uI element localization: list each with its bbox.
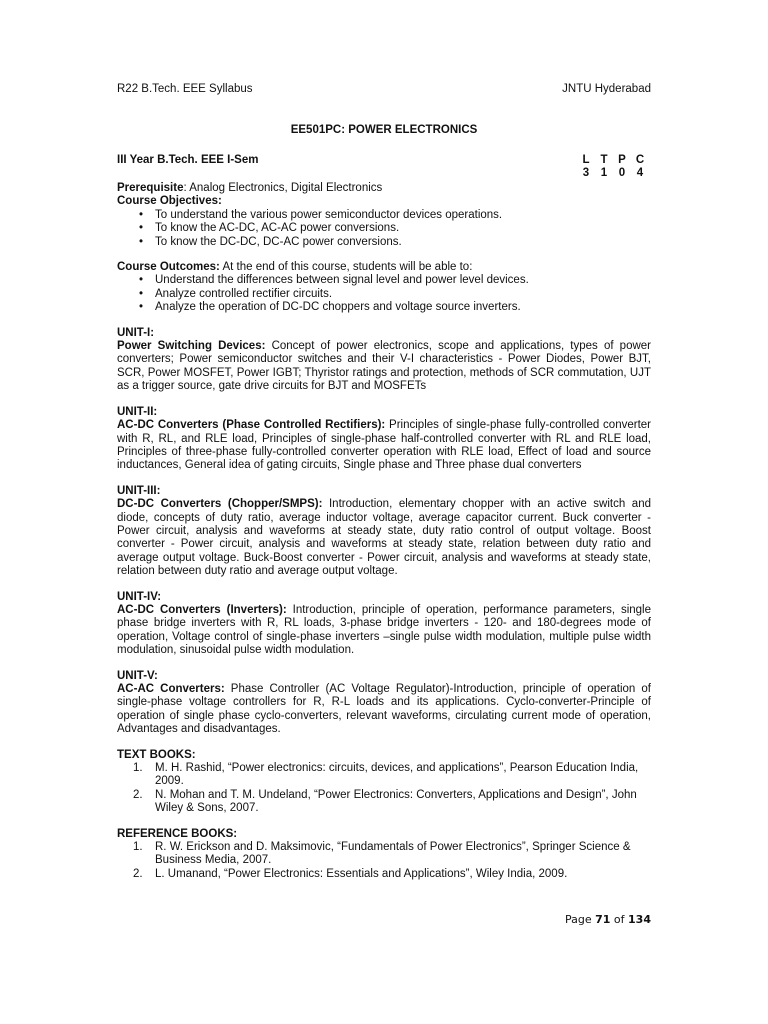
text-books-list [117, 762, 651, 816]
unit-content [117, 419, 651, 473]
ltpc-label-p: P [618, 154, 626, 166]
page-total: 134 [628, 913, 651, 926]
book-number: 1. [133, 762, 143, 775]
ltpc-label-l: L [582, 154, 590, 166]
reference-books-list [117, 841, 651, 881]
unit-topic: Power Switching Devices: [117, 340, 266, 353]
unit-topic: AC-AC Converters: [117, 683, 225, 695]
book-citation: R. W. Erickson and D. Maksimovic, “Fundamentals of Power Electronics”, Springer Science & Business Media, 2007. [155, 841, 631, 867]
outcome-item: • Analyze controlled rectifier circuits. [139, 288, 651, 301]
objective-item: • To know the DC-DC, DC-AC power conversions. [139, 236, 651, 249]
unit-content [117, 498, 651, 578]
unit-text: Principles of single-phase fully-controlled converter with R, RL, and RLE load, Principles of single-phase half-controlled converter with RL and RLE load, Principles of three-phase fully-controlled converter operation with RLE load, Effect of load and source inductances, General idea of gating circuits, Single phase and Three phase dual converters [117, 419, 651, 472]
unit-heading: UNIT-II: [117, 405, 158, 418]
unit-topic: AC-DC Converters (Phase Controlled Rectifiers): [117, 419, 386, 432]
outcome-item: • Analyze the operation of DC-DC choppers and voltage source inverters. [139, 301, 651, 314]
unit-content [117, 683, 651, 737]
unit-text: Phase Controller (AC Voltage Regulator)-Introduction, principle of operation of single-phase voltage controllers for R, R-L loads and its applications. Cyclo-converter-Principle of operation of single phase cyclo-converters, relevant waveforms, circulating current mode of operation, Advantages and disadvantages. [117, 683, 651, 736]
syllabus-body [117, 182, 651, 881]
unit-text: Concept of power electronics, scope and applications, types of power converters; Power semiconductor switches and their V-I characteristics - Power Diodes, Power BJT, SCR, Power MOSFET, Power IGBT; Thyristor ratings and protection, methods of SCR commutation, UJT as a trigger source, gate drive circuits for BJT and MOSFETs [117, 340, 652, 393]
page-label: Page [564, 913, 596, 926]
book-item [133, 868, 651, 881]
unit-topic: DC-DC Converters (Chopper/SMPS): [117, 498, 323, 511]
header-left: R22 B.Tech. EEE Syllabus [117, 83, 253, 95]
objectives-heading: Course Objectives: [117, 195, 222, 208]
book-item [133, 841, 651, 868]
book-item [133, 762, 651, 789]
book-number: 2. [133, 867, 143, 880]
unit-heading: UNIT-IV: [117, 590, 162, 603]
objective-item: • To understand the various power semiconductor devices operations. [139, 209, 651, 222]
prerequisite-text: : Analog Electronics, Digital Electronics [183, 182, 383, 194]
ltpc-value-c: 4 [636, 167, 644, 180]
unit-content [117, 340, 651, 394]
book-number: 1. [133, 841, 143, 854]
book-citation: M. H. Rashid, “Power electronics: circuits, devices, and applications”, Pearson Education India, 2009. [155, 762, 639, 788]
book-citation: L. Umanand, “Power Electronics: Essentials and Applications”, Wiley India, 2009. [155, 867, 568, 880]
book-number: 2. [133, 788, 143, 801]
ltpc-value-l: 3 [582, 167, 590, 180]
unit-text: Introduction, principle of operation, performance parameters, single phase bridge inverters with R, RL loads, 3-phase bridge inverters - 120- and 180-degrees mode of operation, Voltage control of single-phase inverters –single pulse width modulation, multiple pulse width modulation, sinusoidal pulse width modulation. [117, 603, 652, 657]
page-number [565, 913, 651, 926]
objectives-list [117, 209, 651, 249]
unit-heading: UNIT-V: [117, 669, 158, 682]
unit-heading: UNIT-I: [117, 326, 155, 339]
ltpc-value-t: 1 [600, 167, 608, 180]
ltpc-label-c: C [635, 154, 645, 166]
ltpc-table [577, 154, 649, 181]
outcomes-label: Course Outcomes: [117, 261, 220, 274]
unit-heading: UNIT-III: [117, 484, 161, 497]
ltpc-label-t: T [600, 154, 608, 166]
book-item [133, 789, 651, 816]
unit-content [117, 604, 651, 658]
outcomes [117, 261, 651, 274]
outcomes-list [117, 274, 651, 314]
unit-topic: AC-DC Converters (Inverters): [117, 603, 287, 616]
page-of: of [610, 913, 629, 926]
ltpc-values [577, 167, 649, 180]
objective-item: • To know the AC-DC, AC-AC power conversions. [139, 222, 651, 235]
ltpc-value-p: 0 [618, 167, 626, 180]
prerequisite [117, 182, 651, 195]
header-right: JNTU Hyderabad [562, 83, 651, 95]
reference-books-heading: REFERENCE BOOKS: [117, 827, 238, 840]
outcome-item: • Understand the differences between signal level and power level devices. [139, 274, 651, 287]
page-current: 71 [595, 913, 611, 926]
ltpc-labels [577, 154, 649, 167]
book-citation: N. Mohan and T. M. Undeland, “Power Electronics: Converters, Applications and Design”, John Wiley & Sons, 2007. [155, 788, 637, 815]
text-books-heading: TEXT BOOKS: [117, 748, 196, 761]
prerequisite-label: Prerequisite [117, 182, 184, 194]
course-title: EE501PC: POWER ELECTRONICS [290, 124, 478, 136]
outcomes-intro: At the end of this course, students will be able to: [219, 261, 473, 274]
unit-text: Introduction, elementary chopper with an active switch and diode, concepts of duty ratio, average inductor voltage, average capacitor current. Buck converter - Power circuit, analysis and waveforms at steady state, duty ratio control of output voltage. Boost converter - Power circuit, analysis and waveforms at steady state, relation between duty ratio and average output voltage. Buck-Boost converter - Power circuit, analysis and waveforms at steady state, relation between duty ratio and average output voltage. [117, 498, 651, 578]
year-semester: III Year B.Tech. EEE I-Sem [117, 154, 259, 166]
